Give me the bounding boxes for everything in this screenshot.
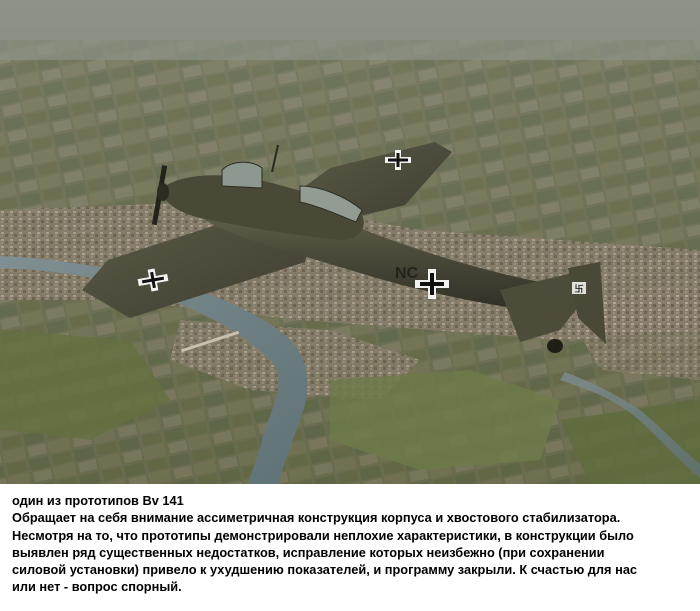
caption-title: один из прототипов Bv 141 (12, 493, 184, 508)
svg-text:卐: 卐 (574, 285, 584, 295)
svg-text:NC: NC (395, 265, 419, 282)
photo-caption (12, 492, 694, 596)
caption-body: Обращает на себя внимание ассиметричная конструкция корпуса и хвостового стабилизатора. Несмотря на то, что прототипы демонстрировали неплохие характеристики, в конструкции было выявлен ряд существенных недостатков, исправление которых неизбежно (при сохранении силовой установки) привело к ухудшению показателей, и программу закрыли. К счастью для нас или нет - вопрос спорный. (12, 510, 638, 595)
